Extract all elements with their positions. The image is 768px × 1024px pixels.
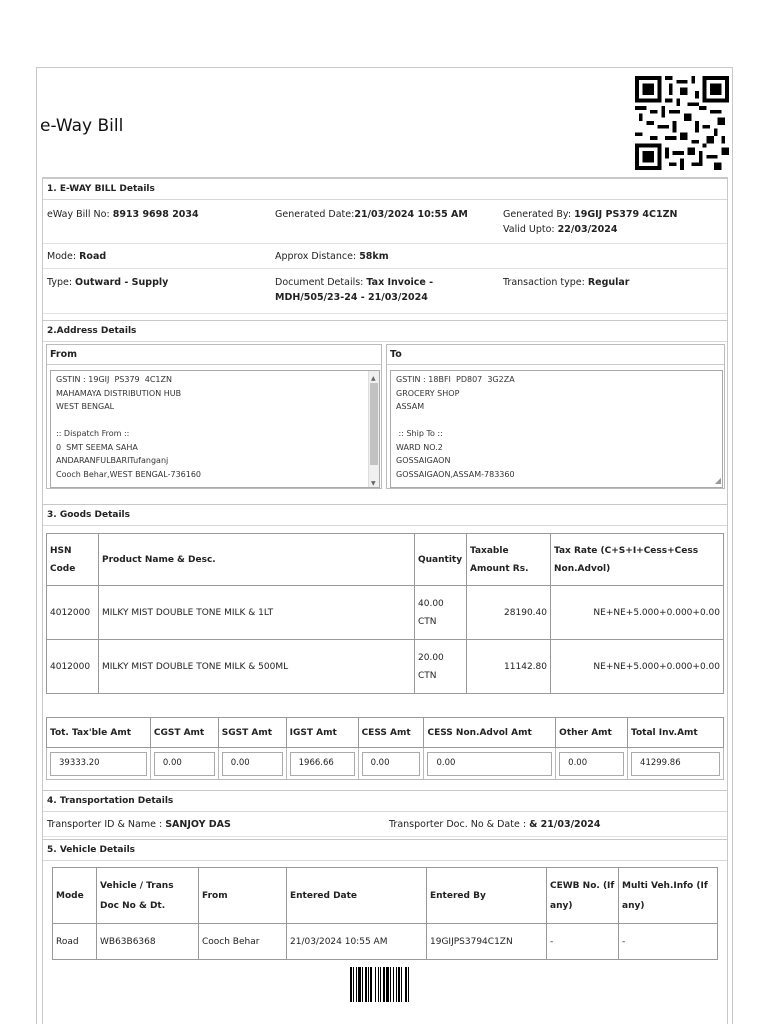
goods-header-quantity: Quantity xyxy=(415,534,467,586)
transporter-id-field: Transporter ID & Name : SANJOY DAS xyxy=(47,819,231,830)
vehicle-header-cell: Vehicle / Trans Doc No & Dt. xyxy=(97,868,199,924)
totals-header-cell: CESS Amt xyxy=(358,718,424,748)
barcode-bar xyxy=(405,967,407,1002)
barcode-bar xyxy=(356,967,357,1002)
ewb-number-field: eWay Bill No: 8913 9698 2034 xyxy=(47,209,199,220)
vehicle-row xyxy=(53,924,718,960)
resize-handle-icon[interactable]: ◢ xyxy=(714,475,721,485)
goods-taxable-amount: 28190.40 xyxy=(467,586,551,640)
to-address-line: WARD NO.2 xyxy=(396,442,443,452)
goods-header-row xyxy=(47,534,724,586)
ewb-row-2 xyxy=(43,244,727,269)
from-address-line: 0 SMT SEEMA SAHA xyxy=(56,442,138,452)
goods-hsn: 4012000 xyxy=(47,586,99,640)
vehicle-header-cell: Entered By xyxy=(427,868,547,924)
transporter-doc-field: Transporter Doc. No & Date : & 21/03/2024 xyxy=(389,819,601,830)
totals-header-cell: CGST Amt xyxy=(150,718,218,748)
totals-input-1: 0.00 xyxy=(154,752,215,776)
from-address-line: ANDARANFULBARITufanganj xyxy=(56,456,169,465)
barcode-bar xyxy=(386,967,389,1002)
transporter-name: SANJOY DAS xyxy=(165,819,231,830)
totals-value-cell xyxy=(556,748,628,780)
vehicle-header-cell: Mode xyxy=(53,868,97,924)
address-panel xyxy=(43,344,727,499)
barcode-bar xyxy=(378,967,379,1002)
goods-product-name: MILKY MIST DOUBLE TONE MILK & 1LT xyxy=(99,586,415,640)
goods-header-product: Product Name & Desc. xyxy=(99,534,415,586)
bill-body xyxy=(42,177,728,1024)
vehicle-cell: Road xyxy=(53,924,97,960)
transaction-type: Regular xyxy=(587,277,630,288)
from-address-textarea[interactable] xyxy=(50,370,380,488)
to-address-line: GROCERY SHOP xyxy=(396,388,460,398)
from-address-line xyxy=(56,414,374,428)
distance-field: Approx Distance: 58km xyxy=(275,251,389,262)
type-value: Outward - Supply xyxy=(75,277,169,288)
totals-header-cell: Other Amt xyxy=(556,718,628,748)
totals-input-3: 1966.66 xyxy=(290,752,355,776)
barcode-bar xyxy=(370,967,372,1002)
section-transport-heading: 4. Transportation Details xyxy=(43,790,727,812)
totals-value-cell xyxy=(424,748,556,780)
from-heading: From xyxy=(47,345,381,365)
totals-value-cell xyxy=(628,748,724,780)
barcode-bar xyxy=(350,967,352,1002)
barcode-bar xyxy=(368,967,369,1002)
to-address-line: :: Ship To :: xyxy=(396,429,443,438)
barcode-bar xyxy=(408,967,409,1002)
totals-header-cell: SGST Amt xyxy=(218,718,286,748)
to-address-textarea[interactable] xyxy=(390,370,723,488)
totals-header-cell: CESS Non.Advol Amt xyxy=(424,718,556,748)
goods-quantity xyxy=(415,640,467,694)
barcode-bar xyxy=(375,967,376,1002)
totals-input-4: 0.00 xyxy=(362,752,421,776)
totals-value-cell xyxy=(218,748,286,780)
document-details: Tax Invoice - MDH/505/23-24 - 21/03/2024 xyxy=(275,277,434,303)
totals-value-cell xyxy=(358,748,424,780)
to-address-line: GOSSAIGAON,ASSAM-783360 xyxy=(396,469,515,479)
scroll-down-icon[interactable]: ▼ xyxy=(371,480,376,487)
vehicle-cell: - xyxy=(547,924,619,960)
ewb-row-1 xyxy=(43,200,727,244)
from-address-line: :: Dispatch From :: xyxy=(56,429,130,438)
totals-header-row xyxy=(47,718,724,748)
generated-by-field: Generated By: 19GIJ PS379 4C1ZN Valid Upto: 22/03/2024 xyxy=(503,209,678,235)
vehicle-cell: 21/03/2024 10:55 AM xyxy=(287,924,427,960)
goods-quantity-value: 20.00 xyxy=(418,652,444,663)
section-vehicle-heading: 5. Vehicle Details xyxy=(43,839,727,861)
vehicle-header-cell: Entered Date xyxy=(287,868,427,924)
vehicle-cell: Cooch Behar xyxy=(199,924,287,960)
goods-product-name: MILKY MIST DOUBLE TONE MILK & 500ML xyxy=(99,640,415,694)
goods-quantity-value: 40.00 xyxy=(418,598,444,609)
goods-hsn: 4012000 xyxy=(47,640,99,694)
barcode-bar xyxy=(362,967,363,1002)
goods-tax-rate: NE+NE+5.000+0.000+0.00 xyxy=(551,640,724,694)
from-address-scrollbar[interactable] xyxy=(368,371,379,487)
barcode-bar xyxy=(390,967,391,1002)
vehicle-header-cell: Multi Veh.Info (If any) xyxy=(619,868,718,924)
from-address-line: WEST BENGAL xyxy=(56,402,115,411)
goods-row xyxy=(47,586,724,640)
totals-value-cell xyxy=(150,748,218,780)
to-address-box xyxy=(386,344,725,489)
to-heading: To xyxy=(387,345,724,365)
vehicle-cell: - xyxy=(619,924,718,960)
from-address-box xyxy=(46,344,382,489)
page-title: e-Way Bill xyxy=(40,116,124,136)
goods-header-taxable: Taxable Amount Rs. xyxy=(467,534,551,586)
barcode-bar xyxy=(380,967,381,1002)
to-address-line: GOSSAIGAON xyxy=(396,456,451,465)
section-ewb-details-heading: 1. E-WAY BILL Details xyxy=(43,178,727,200)
from-address-line: Cooch Behar,WEST BENGAL-736160 xyxy=(56,469,202,479)
totals-header-cell: IGST Amt xyxy=(286,718,358,748)
goods-taxable-amount: 11142.80 xyxy=(467,640,551,694)
ewb-row-3 xyxy=(43,269,727,314)
to-address-line: ASSAM xyxy=(396,402,425,411)
vehicle-cell: 19GIJPS3794C1ZN xyxy=(427,924,547,960)
type-field: Type: Outward - Supply xyxy=(47,277,169,288)
totals-table xyxy=(46,717,724,780)
goods-quantity-unit: CTN xyxy=(418,670,437,681)
totals-input-0: 39333.20 xyxy=(50,752,147,776)
transaction-type-field: Transaction type: Regular xyxy=(503,277,630,288)
totals-input-2: 0.00 xyxy=(222,752,283,776)
goods-header-hsn: HSN Code xyxy=(47,534,99,586)
valid-upto: 22/03/2024 xyxy=(557,224,618,235)
eway-bill-card xyxy=(36,67,733,1024)
barcode-bar xyxy=(383,967,385,1002)
barcode-bar xyxy=(353,967,354,1002)
generated-date-field: Generated Date:21/03/2024 10:55 AM xyxy=(275,209,468,220)
to-address-line: GSTIN : 18BFI PD807 3G2ZA xyxy=(396,375,515,384)
qr-code-icon xyxy=(635,76,729,170)
transport-row xyxy=(43,812,727,837)
barcode-bar xyxy=(396,967,397,1002)
vehicle-header-row xyxy=(53,868,718,924)
section-address-heading: 2.Address Details xyxy=(43,320,727,342)
goods-quantity xyxy=(415,586,467,640)
scroll-up-icon[interactable]: ▲ xyxy=(371,375,376,382)
generated-by: 19GIJ PS379 4C1ZN xyxy=(574,209,678,220)
barcode-bar xyxy=(365,967,367,1002)
mode-value: Road xyxy=(79,251,107,262)
totals-value-row xyxy=(47,748,724,780)
to-address-lines xyxy=(396,373,717,481)
distance-value: 58km xyxy=(359,251,389,262)
barcode-bar xyxy=(393,967,394,1002)
document-details-field: Document Details: Tax Invoice - MDH/505/23-24 - 21/03/2024 xyxy=(275,277,434,303)
from-address-line: MAHAMAYA DISTRIBUTION HUB xyxy=(56,388,182,398)
vehicle-cell: WB63B6368 xyxy=(97,924,199,960)
goods-row xyxy=(47,640,724,694)
totals-value-cell xyxy=(286,748,358,780)
totals-value-cell xyxy=(47,748,151,780)
barcode-icon xyxy=(350,967,422,1002)
ewb-number: 8913 9698 2034 xyxy=(112,209,199,220)
totals-header-cell: Tot. Tax'ble Amt xyxy=(47,718,151,748)
vehicle-header-cell: CEWB No. (If any) xyxy=(547,868,619,924)
goods-header-taxrate: Tax Rate (C+S+I+Cess+Cess Non.Advol) xyxy=(551,534,724,586)
totals-input-6: 0.00 xyxy=(559,752,624,776)
goods-tax-rate: NE+NE+5.000+0.000+0.00 xyxy=(551,586,724,640)
vehicle-header-cell: From xyxy=(199,868,287,924)
barcode-bar xyxy=(398,967,400,1002)
from-address-line: GSTIN : 19GIJ PS379 4C1ZN xyxy=(56,375,172,384)
transporter-doc: & 21/03/2024 xyxy=(529,819,601,830)
scroll-thumb[interactable] xyxy=(370,383,378,465)
section-goods-heading: 3. Goods Details xyxy=(43,504,727,526)
totals-input-5: 0.00 xyxy=(427,752,552,776)
barcode-bar xyxy=(401,967,402,1002)
mode-field: Mode: Road xyxy=(47,251,107,262)
vehicle-table xyxy=(52,867,718,960)
from-address-lines xyxy=(56,373,374,481)
totals-header-cell: Total Inv.Amt xyxy=(628,718,724,748)
goods-table xyxy=(46,533,724,694)
barcode-bar xyxy=(358,967,361,1002)
generated-date: 21/03/2024 10:55 AM xyxy=(354,209,468,220)
totals-input-7: 41299.86 xyxy=(631,752,720,776)
to-address-line xyxy=(396,414,717,428)
goods-quantity-unit: CTN xyxy=(418,616,437,627)
